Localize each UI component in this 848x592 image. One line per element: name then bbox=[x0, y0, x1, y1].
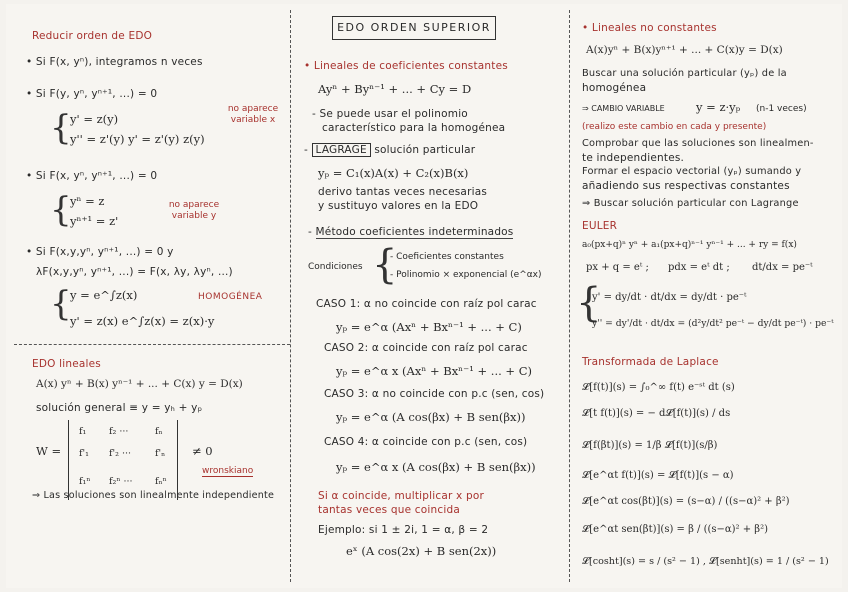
page-title: EDO ORDEN SUPERIOR bbox=[332, 16, 496, 40]
caso-4: CASO 4: α coincide con p.c (sen, cos) bbox=[324, 436, 528, 448]
right-text-3: (realizo este cambio en cada y presente) bbox=[582, 122, 767, 132]
example-line: Ejemplo: si 1 ± 2i, 1 = α, β = 2 bbox=[318, 524, 489, 536]
right-text-4b: te independientes. bbox=[582, 152, 685, 164]
laplace-cos: 𝓛[e^αt cos(βt)](s) = (s−α) / ((s−α)² + β²) bbox=[582, 496, 790, 507]
homogenea-tag: HOMOGÉNEA bbox=[198, 292, 263, 302]
nonconst-equation: A(x)yⁿ + B(x)yⁿ⁺¹ + ... + C(x)y = D(x) bbox=[586, 44, 783, 56]
linear-edo-equation: A(x) yⁿ + B(x) yⁿ⁻¹ + ... + C(x) y = D(x) bbox=[36, 378, 243, 390]
cambio-variable-eq: y = z·yₚ bbox=[696, 100, 741, 114]
derive-note-1: derivo tantas veces necesarias bbox=[318, 186, 488, 198]
caso-3: CASO 3: α no coincide con p.c (sen, cos) bbox=[324, 388, 545, 400]
yp-lagrange-equation: yₚ = C₁(x)A(x) + C₂(x)B(x) bbox=[318, 166, 469, 180]
euler-sub-2: pdx = eᵗ dt ; bbox=[668, 262, 730, 273]
laplace-scale: 𝓛[f(βt)](s) = 1/β 𝓛[f(t)](s/β) bbox=[582, 440, 718, 451]
laplace-sen: 𝓛[e^αt sen(βt)](s) = β / ((s−α)² + β²) bbox=[582, 524, 768, 535]
caso-1-equation: yₚ = e^α (Axⁿ + Bxⁿ⁻¹ + ... + C) bbox=[336, 320, 522, 334]
wronskian-neq-zero: ≠ 0 bbox=[192, 444, 213, 458]
cambio-variable: ⇒ CAMBIO VARIABLE bbox=[582, 104, 665, 113]
right-bullet-nonconst: • Lineales no constantes bbox=[582, 22, 717, 34]
euler-heading: EULER bbox=[582, 220, 618, 232]
cambio-variable-note: (n-1 veces) bbox=[756, 104, 807, 114]
metodo-heading: Método coeficientes indeterminados bbox=[315, 226, 514, 238]
left-eq-yn1: yⁿ⁺¹ = z' bbox=[70, 214, 119, 228]
left-note-no-y: no aparece variable y bbox=[168, 200, 220, 221]
linear-independence-conclusion: ⇒ Las soluciones son linealmente independiente bbox=[32, 490, 275, 501]
w-cell: f'₂ ··· bbox=[109, 448, 132, 459]
caso-3-equation: yₚ = e^α (A cos(βx) + B sen(βx)) bbox=[336, 410, 526, 424]
left-bullet-1: • Si F(x, yⁿ), integramos n veces bbox=[26, 56, 203, 68]
euler-sub-1: px + q = eᵗ ; bbox=[586, 262, 649, 273]
left-bullet-4b: λF(x,y,yⁿ, yⁿ⁺¹, ...) = F(x, λy, λyⁿ, ...) bbox=[36, 266, 233, 278]
w-cell: f₁ bbox=[79, 426, 87, 437]
euler-ydoubleprime: y'' = dy'/dt · dt/dx = (d²y/dt² pe⁻ᵗ − dy/dt pe⁻ᵗ) · pe⁻ᵗ bbox=[592, 318, 834, 329]
w-cell: fₙⁿ bbox=[155, 476, 167, 487]
coincide-note-2: tantas veces que coincida bbox=[318, 504, 460, 516]
left-eq-yprime: y' = z(y) bbox=[70, 112, 119, 126]
left-brace-2: { bbox=[50, 190, 72, 230]
left-eq-yn: yⁿ = z bbox=[70, 194, 105, 208]
right-column bbox=[572, 4, 842, 588]
left-eq-homog-y: y = e^∫z(x) bbox=[70, 288, 138, 302]
left-brace-1: { bbox=[50, 108, 72, 148]
lagrange-row: - LAGRAGE solución particular bbox=[304, 144, 476, 156]
left-eq-homog-yprime: y' = z(x) e^∫z(x) = z(x)·y bbox=[70, 314, 215, 328]
euler-equation: a₀(px+q)ⁿ yⁿ + a₁(px+q)ⁿ⁻¹ yⁿ⁻¹ + ... + ry = f(x) bbox=[582, 240, 797, 250]
edo-lineales-heading: EDO lineales bbox=[32, 358, 101, 370]
right-text-5b: añadiendo sus respectivas constantes bbox=[582, 180, 790, 192]
left-eq-ydoubleprime: y'' = z'(y) y' = z'(y) z(y) bbox=[70, 132, 205, 146]
wronskiano-label: wronskiano bbox=[202, 466, 254, 476]
w-cell: f'ₙ bbox=[155, 448, 166, 459]
left-note-no-x: no aparece variable x bbox=[227, 104, 279, 125]
right-text-5: Formar el espacio vectorial (yₚ) sumando y bbox=[582, 166, 802, 177]
conditions-brace: { bbox=[372, 242, 398, 288]
metodo-row: - Método coeficientes indeterminados bbox=[308, 226, 514, 238]
left-bullet-2: • Si F(y, yⁿ, yⁿ⁺¹, ...) = 0 bbox=[26, 88, 158, 100]
const-coef-equation: Ayⁿ + Byⁿ⁻¹ + ... + Cy = D bbox=[318, 82, 472, 96]
w-cell: f₂ ··· bbox=[109, 426, 129, 437]
left-brace-3: { bbox=[50, 284, 72, 324]
middle-column bbox=[294, 4, 570, 588]
wronskian-matrix bbox=[68, 420, 178, 500]
notes-sheet bbox=[6, 4, 842, 588]
w-cell: f'₁ bbox=[79, 448, 89, 459]
caso-4-equation: yₚ = e^α x (A cos(βx) + B sen(βx)) bbox=[336, 460, 536, 474]
char-poly-note-2: característico para la homogénea bbox=[322, 122, 506, 134]
right-text-1b: homogénea bbox=[582, 82, 647, 94]
laplace-hyperbolic: 𝓛[cosht](s) = s / (s² − 1) , 𝓛[senht](s) = 1 / (s² − 1) bbox=[582, 556, 829, 567]
lagrange-label: LAGRAGE bbox=[312, 143, 371, 157]
laplace-shift: 𝓛[e^αt f(t)](s) = 𝓛[f(t)](s − α) bbox=[582, 470, 734, 481]
mid-bullet-const-coef: • Lineales de coeficientes constantes bbox=[304, 60, 508, 72]
right-text-4: Comprobar que las soluciones son linealmen- bbox=[582, 138, 814, 149]
laplace-def: 𝓛[f(t)](s) = ∫₀^∞ f(t) e⁻ˢᵗ dt (s) bbox=[582, 382, 735, 393]
left-bullet-4: • Si F(x,y,yⁿ, yⁿ⁺¹, ...) = 0 y bbox=[26, 246, 174, 258]
reduce-order-heading: Reducir orden de EDO bbox=[32, 30, 153, 42]
condition-2: - Polinomio × exponencial (e^αx) bbox=[390, 270, 542, 280]
wronskian-label: W = bbox=[36, 444, 62, 458]
euler-yprime: y' = dy/dt · dt/dx = dy/dt · pe⁻ᵗ bbox=[592, 292, 747, 303]
caso-2-equation: yₚ = e^α x (Axⁿ + Bxⁿ⁻¹ + ... + C) bbox=[336, 364, 532, 378]
euler-sub-3: dt/dx = pe⁻ᵗ bbox=[752, 262, 813, 273]
left-bullet-3: • Si F(x, yⁿ, yⁿ⁺¹, ...) = 0 bbox=[26, 170, 158, 182]
laplace-t-f: 𝓛[t f(t)](s) = − d𝓛[f(t)](s) / ds bbox=[582, 408, 731, 419]
right-text-1: Buscar una solución particular (yₚ) de la bbox=[582, 68, 787, 79]
derive-note-2: y sustituyo valores en la EDO bbox=[318, 200, 479, 212]
general-solution: solución general ≡ y = yₕ + yₚ bbox=[36, 402, 203, 414]
left-column bbox=[6, 4, 292, 588]
w-cell: f₂ⁿ ··· bbox=[109, 476, 133, 487]
coincide-note-1: Si α coincide, multiplicar x por bbox=[318, 490, 484, 502]
char-poly-note-1: - Se puede usar el polinomio bbox=[312, 108, 468, 120]
lagrange-text: solución particular bbox=[374, 144, 476, 156]
euler-brace: { bbox=[576, 280, 602, 326]
right-text-6: ⇒ Buscar solución particular con Lagrange bbox=[582, 198, 799, 209]
caso-1: CASO 1: α no coincide con raíz pol carac bbox=[316, 298, 537, 310]
laplace-heading: Transformada de Laplace bbox=[582, 356, 719, 368]
caso-2: CASO 2: α coincide con raíz pol carac bbox=[324, 342, 528, 354]
example-equation: eˣ (A cos(2x) + B sen(2x)) bbox=[346, 544, 497, 558]
w-cell: fₙ bbox=[155, 426, 163, 437]
w-cell: f₁ⁿ bbox=[79, 476, 91, 487]
conditions-label: Condiciones bbox=[308, 262, 363, 272]
condition-1: - Coeficientes constantes bbox=[390, 252, 504, 262]
